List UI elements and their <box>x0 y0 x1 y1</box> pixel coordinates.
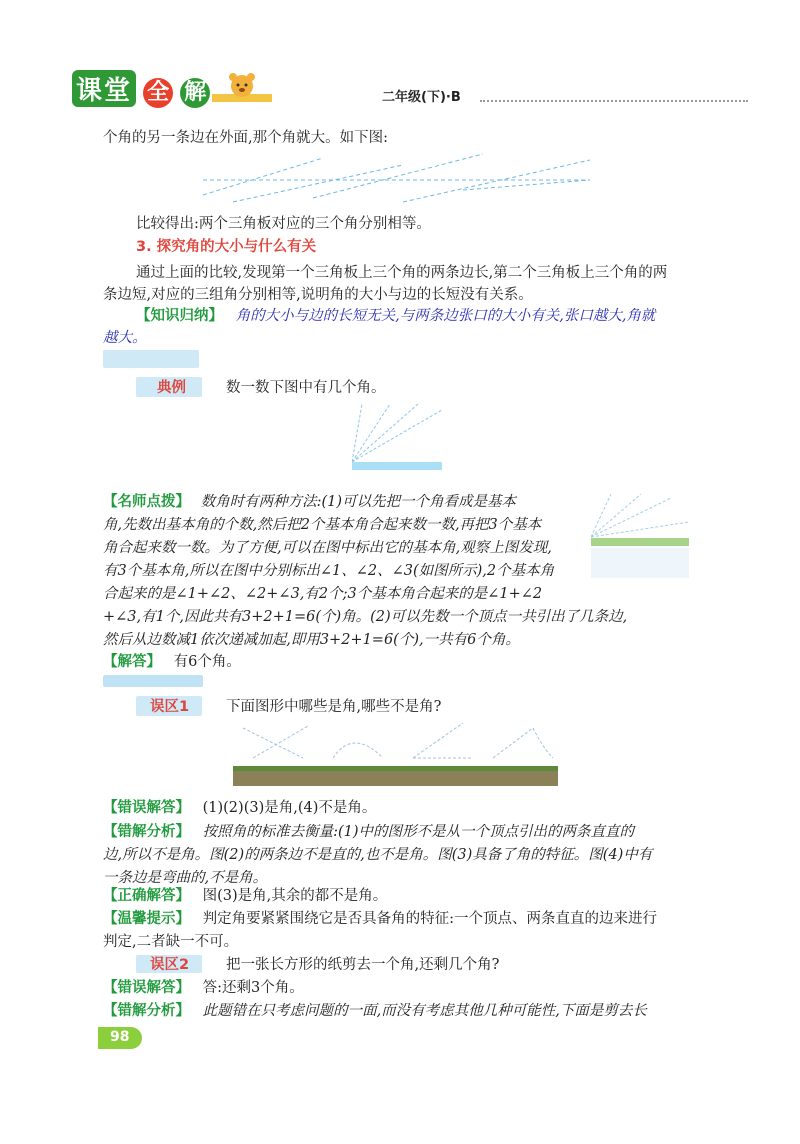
mistake2-tag: 误区2 <box>150 957 190 973</box>
mistake1-question: 下面图形中哪些是角,哪些不是角? <box>226 699 442 715</box>
wrong-answer2-text: 答:还剩3个角。 <box>202 980 304 996</box>
triangle-comparison-figure <box>203 150 590 205</box>
bear-mascot-icon <box>212 70 272 106</box>
tip-tag: 【名师点拨】 <box>103 494 190 510</box>
analysis-line: 一条边是弯曲的,不是角。 <box>103 870 268 886</box>
reminder-line: 判定,二者缺一不可。 <box>103 934 239 950</box>
decorative-band <box>103 350 199 368</box>
tip-line: 然后从边数减1依次递减加起,即用3+2+1=6(个),一共有6个角。 <box>103 632 520 648</box>
mistake2-question: 把一张长方形的纸剪去一个角,还剩几个角? <box>226 957 500 973</box>
decorative-band <box>103 675 203 687</box>
wrong-answer2-tag: 【错误解答】 <box>103 980 190 996</box>
tip-line <box>103 492 516 512</box>
angle-figure <box>352 402 442 474</box>
correct-text: 图(3)是角,其余的都不是角。 <box>202 888 388 904</box>
header-divider <box>480 100 748 102</box>
wrong-answer-tag: 【错误解答】 <box>103 800 190 816</box>
logo-text-quan: 全 <box>143 78 173 108</box>
wrong-answer-text: (1)(2)(3)是角,(4)不是角。 <box>202 800 377 816</box>
tip-line: 角,先数出基本角的个数,然后把2个基本角合起来数一数,再把3个基本 <box>103 517 542 533</box>
correct-line <box>103 886 387 906</box>
page-number: 98 <box>110 1029 130 1045</box>
analysis2-text: 此题错在只考虑问题的一面,而没有考虑其他几种可能性,下面是剪去长 <box>202 1003 647 1019</box>
header <box>60 68 750 108</box>
analysis2-tag: 【错解分析】 <box>103 1003 190 1019</box>
tip-text: 数角时有两种方法:(1)可以先把一个角看成是基本 <box>200 494 517 510</box>
paragraph-line: 条边短,对应的三组角分别相等,说明角的大小与边的长短没有关系。 <box>103 287 533 303</box>
analysis-line <box>103 822 634 842</box>
tip-line: 有3个基本角,所以在图中分别标出∠1、∠2、∠3(如图所示),2个基本角 <box>103 563 555 579</box>
tip-line: +∠3,有1个,因此共有3+2+1=6(个)角。(2)可以先数一个顶点一共引出了几条边, <box>103 609 628 625</box>
summary-line: 越大。 <box>103 330 147 346</box>
logo-text-main: 课堂 <box>72 70 136 107</box>
section-title: 3. 探究角的大小与什么有关 <box>136 239 317 255</box>
page-number-badge <box>98 1027 142 1049</box>
summary-text: 角的大小与边的长短无关,与两条边张口的大小有关,张口越大,角就 <box>235 308 656 324</box>
example-question: 数一数下图中有几个角。 <box>226 380 386 396</box>
example-tag: 典例 <box>157 380 186 396</box>
header-grade: 二年级(下)·B <box>382 90 461 105</box>
mistake1-tag: 误区1 <box>150 699 190 715</box>
text-line: 比较得出:两个三角板对应的三个角分别相等。 <box>136 216 431 232</box>
reminder-line <box>103 909 657 929</box>
summary-tag: 【知识归纳】 <box>136 308 223 324</box>
summary-line <box>136 306 655 326</box>
tip-figure <box>591 492 689 587</box>
book-logo <box>72 70 210 106</box>
analysis-tag: 【错解分析】 <box>103 824 190 840</box>
paragraph-line: 通过上面的比较,发现第一个三角板上三个角的两条边长,第二个三角板上三个角的两 <box>136 265 668 281</box>
reminder-text: 判定角要紧紧围绕它是否具备角的特征:一个顶点、两条直直的边来进行 <box>202 911 657 927</box>
wrong-answer2-line <box>103 978 304 998</box>
wrong-answer-line <box>103 798 376 818</box>
analysis-text: 按照角的标准去衡量:(1)中的图形不是从一个顶点引出的两条直直的 <box>202 824 635 840</box>
tip-line: 角合起来数一数。为了方便,可以在图中标出它的基本角,观察上图发现, <box>103 540 552 556</box>
reminder-tag: 【温馨提示】 <box>103 911 190 927</box>
answer-line <box>103 652 241 672</box>
tip-line: 合起来的是∠1+∠2、∠2+∠3,有2个;3个基本角合起来的是∠1+∠2 <box>103 586 543 602</box>
analysis2-line <box>103 1001 647 1021</box>
analysis-line: 边,所以不是角。图(2)的两条边不是直的,也不是角。图(3)具备了角的特征。图(4)中有 <box>103 847 653 863</box>
logo-text-jie: 解 <box>180 78 210 108</box>
shapes-figure <box>233 718 558 790</box>
answer-text: 有6个角。 <box>173 654 241 670</box>
answer-tag: 【解答】 <box>103 654 161 670</box>
text-line: 个角的另一条边在外面,那个角就大。如下图: <box>103 130 388 146</box>
correct-tag: 【正确解答】 <box>103 888 190 904</box>
